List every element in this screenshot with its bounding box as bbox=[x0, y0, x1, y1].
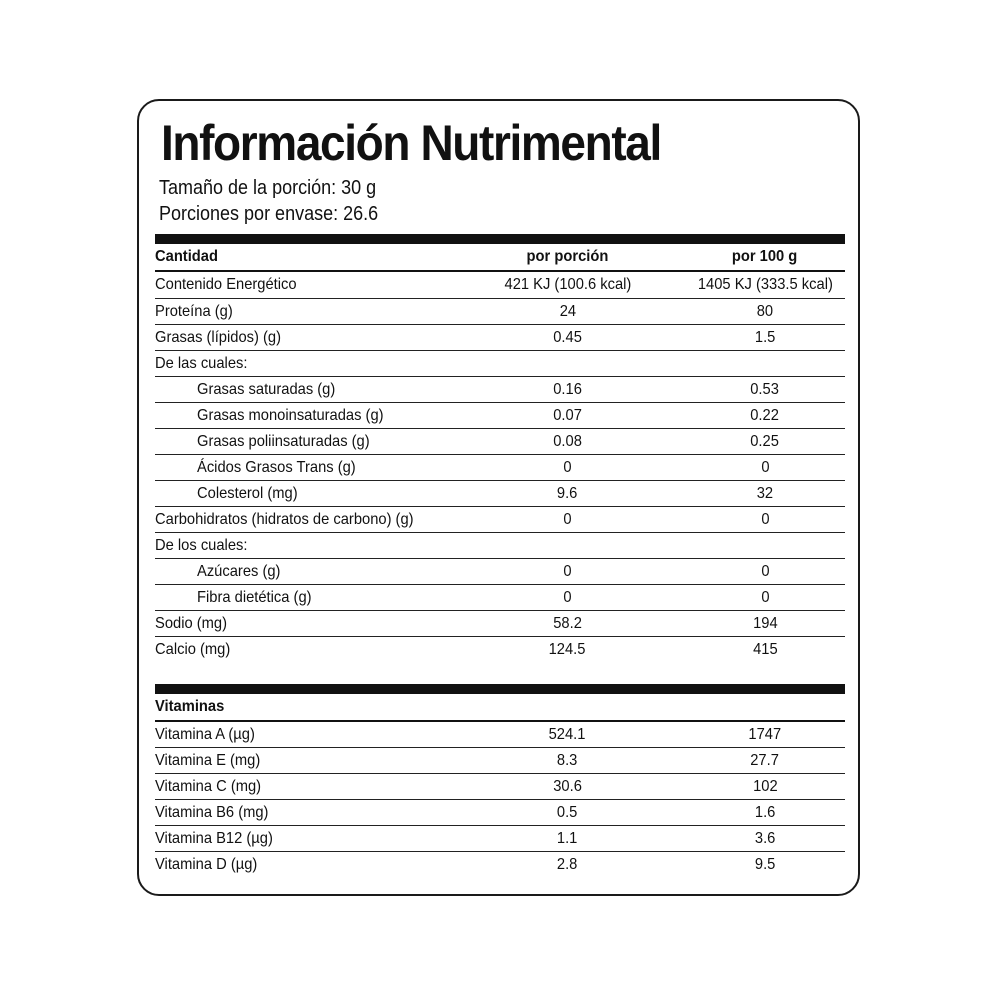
nutrients-table bbox=[155, 244, 845, 663]
row-per-serving bbox=[485, 533, 650, 558]
row-label: Grasas poliinsaturadas (g) bbox=[197, 432, 370, 450]
table-row bbox=[155, 403, 845, 429]
row-per-serving: 2.8 bbox=[557, 856, 578, 873]
row-per-serving: 0 bbox=[563, 510, 572, 528]
row-per-100g: 27.7 bbox=[750, 751, 780, 769]
row-per-100g: 0 bbox=[760, 458, 770, 476]
row-label: Ácidos Grasos Trans (g) bbox=[197, 458, 356, 476]
table-row bbox=[155, 351, 845, 377]
header-cantidad: Cantidad bbox=[155, 248, 218, 265]
row-per-serving: 8.3 bbox=[557, 751, 578, 769]
row-per-100g: 415 bbox=[752, 641, 778, 658]
row-per-100g: 0 bbox=[760, 510, 770, 528]
row-per-serving: 421 KJ (100.6 kcal) bbox=[504, 276, 631, 293]
row-per-serving: 0 bbox=[563, 562, 572, 580]
table-row bbox=[155, 559, 845, 585]
row-label: Colesterol (mg) bbox=[197, 484, 298, 502]
row-per-serving: 124.5 bbox=[549, 641, 586, 658]
row-per-100g: 1.5 bbox=[754, 328, 776, 346]
row-label: Grasas monoinsaturadas (g) bbox=[197, 406, 384, 424]
row-per-serving: 0.5 bbox=[557, 803, 578, 821]
header-per-100g: por 100 g bbox=[732, 248, 798, 265]
row-label: De los cuales: bbox=[155, 536, 248, 554]
serving-size: Tamaño de la porción: 30 g bbox=[159, 177, 377, 199]
row-label: Sodio (mg) bbox=[155, 614, 227, 632]
table-row bbox=[155, 800, 845, 826]
vitamins-divider-bar bbox=[155, 684, 845, 694]
row-label: Vitamina E (mg) bbox=[155, 751, 261, 769]
row-label: Grasas (lípidos) (g) bbox=[155, 328, 281, 346]
row-per-100g: 0.22 bbox=[750, 406, 780, 424]
row-per-100g: 0 bbox=[760, 562, 770, 580]
table-row bbox=[155, 299, 845, 325]
row-per-100g: 1.6 bbox=[754, 803, 776, 821]
row-per-serving: 30.6 bbox=[553, 777, 582, 795]
table-row bbox=[155, 481, 845, 507]
table-row bbox=[155, 826, 845, 852]
row-per-100g: 0.25 bbox=[750, 432, 780, 450]
vitamins-heading-row bbox=[155, 694, 845, 722]
row-label: Proteína (g) bbox=[155, 302, 233, 320]
table-row bbox=[155, 637, 845, 663]
row-label: Grasas saturadas (g) bbox=[197, 380, 336, 398]
row-per-100g: 0.53 bbox=[750, 380, 780, 398]
row-per-serving: 1.1 bbox=[557, 829, 578, 847]
row-per-serving: 58.2 bbox=[553, 614, 582, 632]
row-label: De las cuales: bbox=[155, 354, 248, 372]
row-label: Vitamina A (µg) bbox=[155, 725, 255, 743]
row-per-100g bbox=[685, 351, 845, 376]
table-row bbox=[155, 852, 845, 878]
row-label: Vitamina D (µg) bbox=[155, 856, 258, 873]
row-label: Azúcares (g) bbox=[197, 562, 281, 580]
row-per-serving: 0 bbox=[563, 588, 572, 606]
table-row bbox=[155, 748, 845, 774]
table-row bbox=[155, 455, 845, 481]
row-label: Vitamina B12 (µg) bbox=[155, 829, 273, 847]
table-row bbox=[155, 325, 845, 351]
row-label: Vitamina B6 (mg) bbox=[155, 803, 269, 821]
row-per-100g bbox=[685, 533, 845, 558]
row-per-serving: 0 bbox=[563, 458, 572, 476]
table-row bbox=[155, 722, 845, 748]
row-per-100g: 0 bbox=[760, 588, 770, 606]
row-per-serving: 24 bbox=[559, 302, 576, 320]
row-label: Carbohidratos (hidratos de carbono) (g) bbox=[155, 510, 414, 528]
row-per-100g: 1747 bbox=[748, 725, 782, 743]
row-per-100g: 1405 KJ (333.5 kcal) bbox=[697, 276, 833, 293]
row-per-serving: 524.1 bbox=[549, 725, 586, 743]
row-label: Vitamina C (mg) bbox=[155, 777, 262, 795]
row-per-100g: 194 bbox=[752, 614, 778, 632]
nutrition-facts-panel bbox=[137, 99, 860, 896]
header-per-serving: por porción bbox=[526, 248, 609, 265]
row-per-100g: 32 bbox=[756, 484, 774, 502]
table-row bbox=[155, 774, 845, 800]
servings-per-container: Porciones por envase: 26.6 bbox=[159, 203, 379, 225]
table-row bbox=[155, 377, 845, 403]
table-row bbox=[155, 272, 845, 299]
vitamins-table bbox=[155, 694, 845, 878]
row-label: Contenido Energético bbox=[155, 276, 297, 293]
row-per-serving: 0.07 bbox=[553, 406, 582, 424]
row-per-serving bbox=[485, 351, 650, 376]
table-header-row bbox=[155, 244, 845, 272]
table-row bbox=[155, 611, 845, 637]
row-per-serving: 0.45 bbox=[553, 328, 582, 346]
row-per-100g: 102 bbox=[752, 777, 778, 795]
row-per-serving: 9.6 bbox=[557, 484, 578, 502]
row-per-serving: 0.08 bbox=[553, 432, 582, 450]
row-per-100g: 9.5 bbox=[754, 856, 776, 873]
table-row bbox=[155, 585, 845, 611]
row-per-100g: 80 bbox=[756, 302, 774, 320]
row-per-100g: 3.6 bbox=[754, 829, 776, 847]
panel-title: Información Nutrimental bbox=[161, 115, 661, 171]
table-row bbox=[155, 507, 845, 533]
row-per-serving: 0.16 bbox=[553, 380, 582, 398]
header-divider-bar bbox=[155, 234, 845, 244]
vitamins-heading: Vitaminas bbox=[155, 698, 225, 715]
table-row bbox=[155, 429, 845, 455]
row-label: Fibra dietética (g) bbox=[197, 588, 312, 606]
table-row bbox=[155, 533, 845, 559]
row-label: Calcio (mg) bbox=[155, 641, 231, 658]
